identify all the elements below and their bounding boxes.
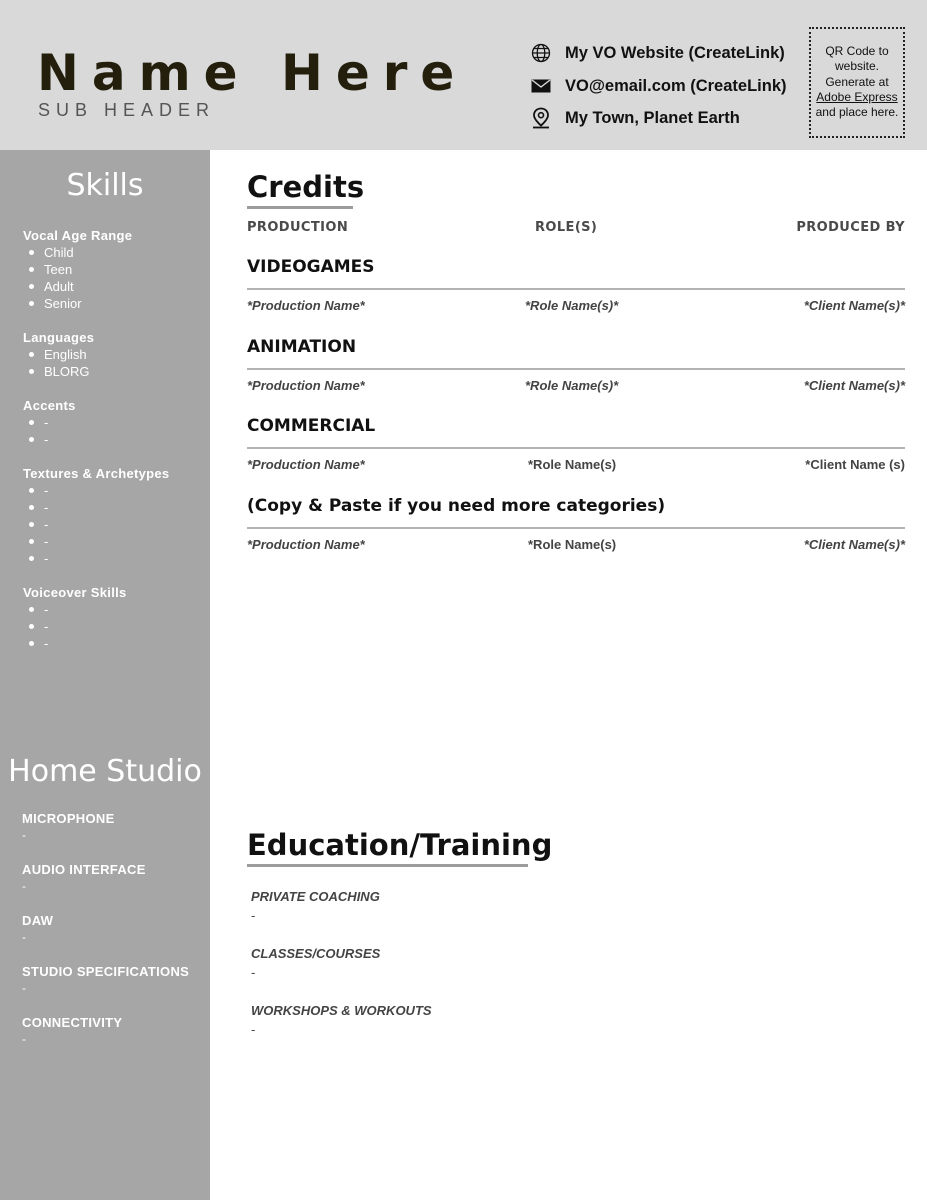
list-item: -	[23, 618, 127, 635]
skill-group-vocal-age-range	[23, 227, 132, 312]
studio-item-audio-interface	[22, 861, 146, 894]
studio-item-title: MICROPHONE	[22, 811, 115, 826]
column-header-roles: ROLE(S)	[535, 220, 598, 235]
production-name: *Production Name*	[247, 457, 365, 472]
map-pin-icon	[530, 107, 552, 129]
list-item: Teen	[23, 261, 132, 278]
category-title-commercial: COMMERCIAL	[247, 416, 376, 436]
client-name: *Client Name(s)*	[803, 378, 905, 393]
skill-group-title: Accents	[23, 398, 76, 413]
list-item: -	[23, 516, 169, 533]
list-item: -	[23, 431, 76, 448]
contact-location	[530, 106, 740, 130]
education-title-underline	[247, 864, 528, 867]
list-item: English	[23, 346, 94, 363]
category-divider	[247, 368, 905, 370]
studio-item-microphone	[22, 810, 115, 843]
studio-item-value: -	[22, 828, 26, 842]
studio-item-value: -	[22, 930, 26, 944]
education-item-value: -	[251, 1022, 256, 1037]
skill-group-voiceover-skills	[23, 584, 127, 652]
list-item: -	[23, 533, 169, 550]
skill-group-accents	[23, 397, 76, 448]
category-title-more: (Copy & Paste if you need more categories)	[247, 496, 666, 516]
skill-group-languages	[23, 329, 94, 380]
role-name: *Role Name(s)	[528, 537, 617, 552]
envelope-icon	[530, 75, 552, 97]
email-link[interactable]: VO@email.com (CreateLink)	[565, 76, 787, 95]
client-name: *Client Name (s)	[805, 457, 905, 472]
education-title: Education/Training	[247, 828, 553, 862]
list-item: -	[23, 482, 169, 499]
skill-group-title: Textures & Archetypes	[23, 466, 170, 481]
website-link[interactable]: My VO Website (CreateLink)	[565, 43, 785, 62]
skills-title: Skills	[66, 168, 144, 203]
home-studio-title: Home Studio	[8, 754, 202, 789]
sidebar	[0, 150, 210, 1200]
production-name: *Production Name*	[247, 298, 365, 313]
role-name: *Role Name(s)	[528, 457, 617, 472]
contact-website[interactable]	[530, 41, 785, 65]
skill-group-title: Voiceover Skills	[23, 585, 127, 600]
studio-item-title: AUDIO INTERFACE	[22, 862, 146, 877]
client-name: *Client Name(s)*	[803, 298, 905, 313]
category-title-videogames: VIDEOGAMES	[247, 257, 375, 277]
role-name: *Role Name(s)*	[525, 298, 619, 313]
column-header-produced-by: PRODUCED BY	[796, 220, 905, 235]
qr-note-line: QR Code to	[825, 44, 889, 58]
category-title-animation: ANIMATION	[247, 337, 357, 357]
category-divider	[247, 527, 905, 529]
studio-item-title: DAW	[22, 913, 54, 928]
production-name: *Production Name*	[247, 378, 365, 393]
skill-group-title: Languages	[23, 330, 95, 345]
studio-item-title: STUDIO SPECIFICATIONS	[22, 964, 190, 979]
education-item-value: -	[251, 965, 256, 980]
column-header-production: PRODUCTION	[247, 220, 349, 235]
credits-title-underline	[247, 206, 353, 209]
skill-group-title: Vocal Age Range	[23, 228, 133, 243]
role-name: *Role Name(s)*	[525, 378, 619, 393]
list-item: -	[23, 635, 127, 652]
credits-title: Credits	[247, 170, 365, 204]
name-heading: Name Here	[37, 44, 468, 102]
qr-code-placeholder	[809, 27, 905, 138]
client-name: *Client Name(s)*	[803, 537, 905, 552]
qr-note-line: and place here.	[815, 105, 899, 120]
location-text: My Town, Planet Earth	[565, 108, 740, 127]
studio-item-connectivity	[22, 1014, 122, 1047]
contact-email[interactable]	[530, 74, 787, 98]
studio-item-value: -	[22, 981, 26, 995]
studio-item-title: CONNECTIVITY	[22, 1015, 123, 1030]
list-item: -	[23, 550, 169, 567]
skill-group-textures-archetypes	[23, 465, 169, 567]
education-item-title: WORKSHOPS & WORKOUTS	[251, 1003, 432, 1018]
education-item-title: PRIVATE COACHING	[251, 889, 380, 904]
studio-item-value: -	[22, 1032, 26, 1046]
list-item: Senior	[23, 295, 132, 312]
list-item: BLORG	[23, 363, 94, 380]
studio-item-value: -	[22, 879, 26, 893]
category-divider	[247, 447, 905, 449]
education-item-title: CLASSES/COURSES	[251, 946, 381, 961]
qr-note-line: website.	[834, 59, 880, 74]
list-item: Child	[23, 244, 132, 261]
list-item: -	[23, 601, 127, 618]
production-name: *Production Name*	[247, 537, 365, 552]
qr-note-line: Generate at	[825, 74, 889, 89]
category-divider	[247, 288, 905, 290]
list-item: -	[23, 499, 169, 516]
sub-header: SUB HEADER	[38, 100, 216, 120]
studio-item-studio-specifications	[22, 963, 189, 996]
list-item: -	[23, 414, 76, 431]
list-item: Adult	[23, 278, 132, 295]
studio-item-daw	[22, 912, 53, 945]
resume-header	[0, 0, 927, 150]
globe-icon	[530, 42, 552, 64]
adobe-express-link[interactable]: Adobe Express	[816, 89, 898, 104]
education-item-value: -	[251, 908, 256, 923]
